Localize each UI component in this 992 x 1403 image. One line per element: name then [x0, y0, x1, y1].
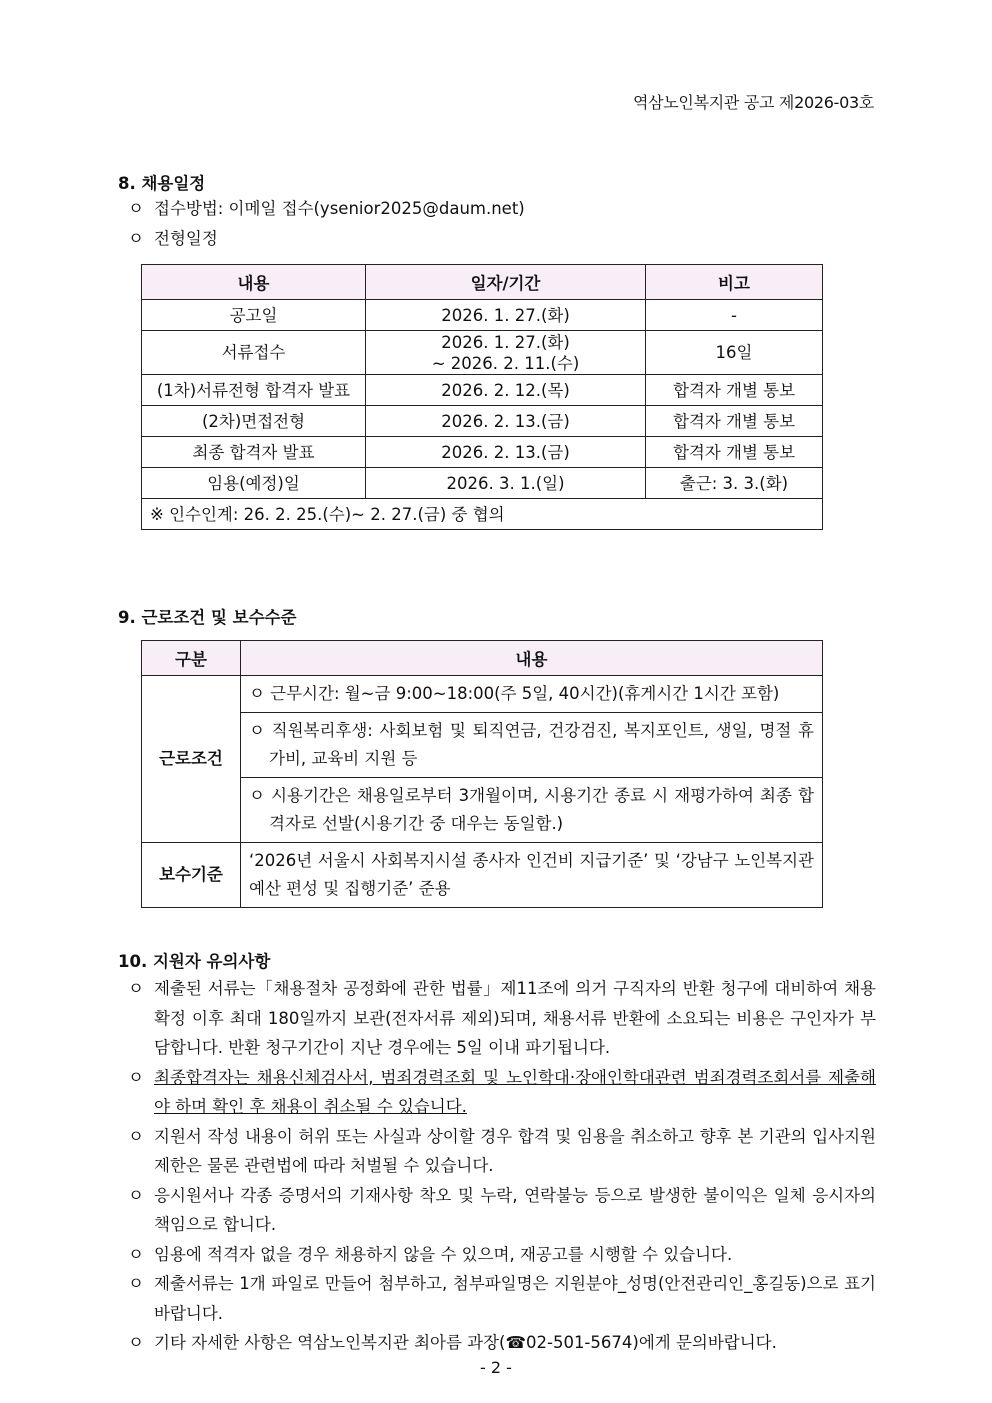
table-cell: 2026. 2. 13.(금) [366, 437, 646, 468]
note-text: 응시원서나 각종 증명서의 기재사항 착오 및 누락, 연락불능 등으로 발생한 불이익은 일체 응시자의 책임으로 합니다. [154, 1185, 876, 1234]
schedule-label-line [128, 224, 218, 254]
bullet-icon: ㅇ [128, 1126, 144, 1146]
list-item [128, 974, 876, 1063]
table-cell: (1차)서류전형 합격자 발표 [142, 375, 366, 406]
note-text: 제출된 서류는「채용절차 공정화에 관한 법률」제11조에 의거 구직자의 반환 청구에 대비하여 채용 확정 이후 최대 180일까지 보관(전자서류 제외)되며, 채용서류 반환에 소요되는 비용은 구인자가 부담합니다. 반환 청구기간이 지난 경우에는 5일 이내 파기됩니다. [154, 979, 876, 1057]
table-row [142, 843, 823, 908]
list-item [128, 1328, 876, 1358]
list-item [128, 1181, 876, 1240]
table-cell: (2차)면접전형 [142, 406, 366, 437]
table-cell: 2026. 3. 1.(일) [366, 468, 646, 499]
table-header: 내용 [241, 641, 823, 676]
table-cell [241, 713, 823, 778]
note-text: 제출서류는 1개 파일로 만들어 첨부하고, 첨부파일명은 지원분야_성명(안전관리인_홍길동)으로 표기 바랍니다. [154, 1274, 876, 1323]
list-item [128, 1122, 876, 1181]
bullet-icon: ㅇ [128, 979, 144, 998]
table-cell [366, 331, 646, 375]
welfare-text: ㅇ 직원복리후생: 사회보험 및 퇴직연금, 건강검진, 복지포인트, 생일, 명절 휴가비, 교육비 지원 등 [249, 721, 814, 768]
table-header-row [142, 265, 823, 300]
bullet-icon: ㅇ [128, 1333, 144, 1352]
table-row [142, 437, 823, 468]
table-cell: 합격자 개별 통보 [646, 437, 823, 468]
table-cell [241, 778, 823, 843]
table-cell: 2026. 1. 27.(화) [366, 300, 646, 331]
handover-note: ※ 인수인계: 26. 2. 25.(수)~ 2. 27.(금) 중 협의 [142, 499, 823, 530]
table-row [142, 676, 823, 713]
work-conditions-table [141, 640, 823, 908]
bullet-icon: ㅇ [128, 1067, 144, 1087]
schedule-table [141, 264, 823, 530]
note-text: 지원서 작성 내용이 허위 또는 사실과 상이할 경우 합격 및 임용을 취소하고 향후 본 기관의 입사지원 제한은 물론 관련법에 따라 처벌될 수 있습니다. [154, 1126, 876, 1175]
schedule-label: 전형일정 [154, 229, 218, 248]
table-row [142, 713, 823, 778]
table-cell: 2026. 2. 13.(금) [366, 406, 646, 437]
bullet-icon: ㅇ [128, 1274, 144, 1293]
table-cell: 합격자 개별 통보 [646, 406, 823, 437]
application-method-text: 접수방법: 이메일 접수(ysenior2025@daum.net) [154, 199, 525, 218]
table-cell: 최종 합격자 발표 [142, 437, 366, 468]
table-cell: 출근: 3. 3.(화) [646, 468, 823, 499]
probation-text: ㅇ 시용기간은 채용일로부터 3개월이며, 시용기간 종료 시 재평가하여 최종 합격자로 선발(시용기간 중 대우는 동일함.) [249, 786, 814, 833]
table-cell: 2026. 2. 12.(목) [366, 375, 646, 406]
application-method [128, 194, 525, 224]
table-cell: 16일 [646, 331, 823, 375]
table-header: 내용 [142, 265, 366, 300]
date-start: 2026. 1. 27.(화) [441, 332, 570, 352]
table-header: 비고 [646, 265, 823, 300]
bullet-icon: ㅇ [128, 1185, 144, 1205]
section-9-title: 9. 근로조건 및 보수수준 [118, 608, 297, 627]
work-conditions-label: 근로조건 [142, 676, 241, 843]
table-cell [241, 676, 823, 713]
date-end: ~ 2026. 2. 11.(수) [431, 353, 580, 373]
document-number: 역삼노인복지관 공고 제2026-03호 [632, 93, 874, 112]
table-cell: - [646, 300, 823, 331]
table-cell: 임용(예정)일 [142, 468, 366, 499]
table-cell: 서류접수 [142, 331, 366, 375]
section-10-title: 10. 지원자 유의사항 [118, 952, 271, 971]
list-item [128, 1063, 876, 1122]
table-row [142, 300, 823, 331]
work-hours-text: ㅇ 근무시간: 월~금 9:00~18:00(주 5일, 40시간)(휴게시간 1시간 포함) [249, 684, 780, 703]
table-header: 일자/기간 [366, 265, 646, 300]
bullet-icon: ㅇ [128, 229, 144, 248]
table-cell: 공고일 [142, 300, 366, 331]
pay-standard-text: ‘2026년 서울시 사회복지시설 종사자 인건비 지급기준’ 및 ‘강남구 노인복지관 예산 편성 및 집행기준’ 준용 [241, 843, 823, 908]
table-footnote-row [142, 499, 823, 530]
table-header: 구분 [142, 641, 241, 676]
table-row [142, 375, 823, 406]
table-row [142, 331, 823, 375]
bullet-icon: ㅇ [128, 1244, 144, 1264]
note-text: 임용에 적격자 없을 경우 채용하지 않을 수 있으며, 재공고를 시행할 수 있습니다. [154, 1244, 733, 1264]
pay-standard-label: 보수기준 [142, 843, 241, 908]
applicant-notes-list [128, 974, 876, 1358]
contact-note-text: 기타 자세한 사항은 역삼노인복지관 최아름 과장(☎02-501-5674)에게 문의바랍니다. [154, 1333, 777, 1352]
table-header-row [142, 641, 823, 676]
page-number: - 2 - [480, 1358, 512, 1377]
bullet-icon: ㅇ [128, 199, 144, 218]
section-8-title: 8. 채용일정 [118, 174, 206, 193]
list-item [128, 1269, 876, 1328]
list-item [128, 1240, 876, 1270]
table-row [142, 406, 823, 437]
note-text-underlined: 최종합격자는 채용신체검사서, 범죄경력조회 및 노인학대·장애인학대관련 범죄경력조회서를 제출해야 하며 확인 후 채용이 취소될 수 있습니다. [154, 1067, 876, 1116]
table-cell: 합격자 개별 통보 [646, 375, 823, 406]
table-row [142, 468, 823, 499]
table-row [142, 778, 823, 843]
